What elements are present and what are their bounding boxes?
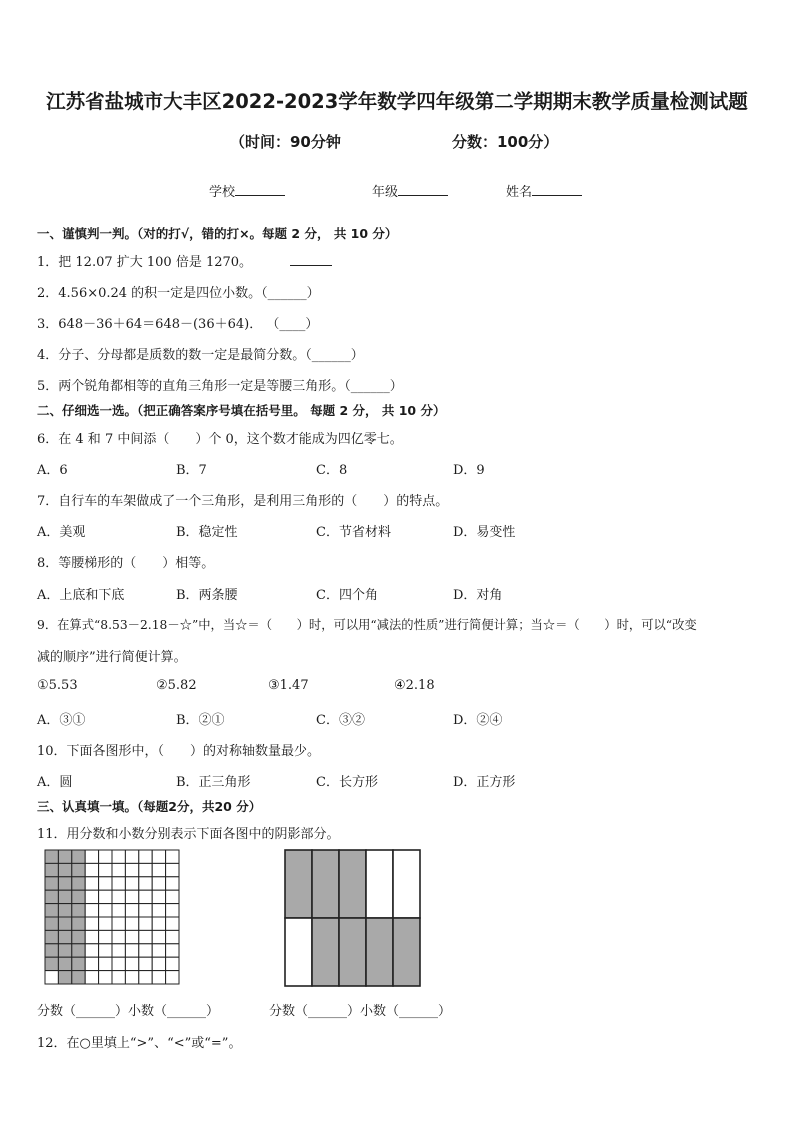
grid-cell: [125, 863, 138, 876]
name-field: [506, 181, 582, 200]
grid-cell: [166, 930, 179, 943]
grid-cell: [112, 957, 125, 970]
grid-cell: [112, 917, 125, 930]
school-label: 学校: [209, 185, 236, 200]
grid-cell-shaded: [45, 890, 58, 903]
grid-cell: [125, 957, 138, 970]
part-shaded: [339, 850, 366, 918]
question-7-option-b[interactable]: B．稳定性: [176, 525, 238, 540]
grid-cell-shaded: [58, 944, 71, 957]
question-6: 6．在 4 和 7 中间添（ ）个 0，这个数才能成为四亿零七。: [37, 432, 403, 447]
part-shaded: [312, 850, 339, 918]
question-9-line-2: 减的顺序”进行简便计算。: [37, 650, 187, 665]
grid-cell-shaded: [58, 930, 71, 943]
grid-cell: [99, 877, 112, 890]
grid-cell-shaded: [72, 863, 85, 876]
grid-cell: [85, 850, 98, 863]
grid-cell: [166, 877, 179, 890]
grid-cell: [112, 904, 125, 917]
question-10-option-a[interactable]: A．圆: [37, 775, 73, 790]
grid-cell: [139, 904, 152, 917]
grid-cell-shaded: [72, 930, 85, 943]
question-10-option-d[interactable]: D．正方形: [453, 775, 516, 790]
grid-cell-shaded: [72, 904, 85, 917]
question-7-option-c[interactable]: C．节省材料: [316, 525, 391, 540]
grid-cell-shaded: [72, 971, 85, 984]
part-shaded: [366, 918, 393, 986]
grid-cell: [152, 863, 165, 876]
grid-cell: [85, 877, 98, 890]
grade-label: 年级: [372, 185, 399, 200]
grid-cell: [99, 890, 112, 903]
grid-cell: [85, 904, 98, 917]
question-9-choice-3: ③1.47: [268, 678, 309, 693]
grid-cell-shaded: [58, 877, 71, 890]
grid-cell: [139, 971, 152, 984]
grid-cell: [166, 863, 179, 876]
grid-cell-shaded: [72, 957, 85, 970]
grid-cell: [45, 971, 58, 984]
part-shaded: [312, 918, 339, 986]
question-10-option-b[interactable]: B．正三角形: [176, 775, 251, 790]
grid-cell: [85, 917, 98, 930]
grid-cell: [152, 957, 165, 970]
score-label: 分数：100分）: [452, 133, 559, 151]
grid-cell: [85, 863, 98, 876]
grid-cell: [166, 890, 179, 903]
grid-cell: [125, 917, 138, 930]
grid-cell: [152, 850, 165, 863]
grid-cell: [125, 930, 138, 943]
question-4: 4．分子、分母都是质数的数一定是最简分数。（______）: [37, 348, 364, 363]
grade-field: [372, 181, 448, 200]
question-9-option-b[interactable]: B．②①: [176, 713, 225, 728]
question-7: 7．自行车的车架做成了一个三角形，是利用三角形的（ ）的特点。: [37, 494, 449, 509]
grid-cell: [139, 863, 152, 876]
question-9-choice-2: ②5.82: [156, 678, 197, 693]
grid-cell-shaded: [72, 890, 85, 903]
grid-cell: [139, 890, 152, 903]
question-9-option-c[interactable]: C．③②: [316, 713, 365, 728]
grid-cell: [152, 890, 165, 903]
question-9-choice-1: ①5.53: [37, 678, 78, 693]
grid-cell-shaded: [72, 877, 85, 890]
grid-cell-shaded: [58, 890, 71, 903]
grid-cell: [139, 930, 152, 943]
question-11: 11．用分数和小数分别表示下面各图中的阴影部分。: [37, 827, 340, 842]
grid-cell: [166, 850, 179, 863]
school-field: [209, 181, 285, 200]
grid-cell: [139, 957, 152, 970]
grid-cell-shaded: [72, 850, 85, 863]
grid-cell-shaded: [58, 863, 71, 876]
grid-cell-shaded: [45, 944, 58, 957]
question-9-option-d[interactable]: D．②④: [453, 713, 503, 728]
part-shaded: [339, 918, 366, 986]
section-1-heading: 一、谨慎判一判。（对的打√，错的打×。每题 2 分， 共 10 分）: [37, 226, 398, 241]
question-9-option-a[interactable]: A．③①: [37, 713, 86, 728]
grid-cell: [166, 917, 179, 930]
grid-cell: [166, 971, 179, 984]
question-6-option-a[interactable]: A．6: [37, 463, 68, 478]
question-2: 2．4.56×0.24 的积一定是四位小数。（______）: [37, 286, 320, 301]
grid-cell: [166, 957, 179, 970]
question-1: 1．把 12.07 扩大 100 倍是 1270。: [37, 255, 253, 270]
grid-cell: [152, 917, 165, 930]
section-3-heading: 三、认真填一填。（每题2分，共20 分）: [37, 799, 262, 814]
grid-cell: [99, 863, 112, 876]
grid-cell: [112, 863, 125, 876]
school-blank[interactable]: [235, 182, 285, 196]
grid-cell: [139, 850, 152, 863]
grid-cell-shaded: [58, 971, 71, 984]
name-blank[interactable]: [532, 182, 582, 196]
grid-cell: [125, 877, 138, 890]
grid-cell: [125, 944, 138, 957]
grid-cell: [112, 877, 125, 890]
grid-cell: [125, 904, 138, 917]
grid-cell: [99, 944, 112, 957]
grid-cell: [152, 944, 165, 957]
grid-cell: [125, 890, 138, 903]
question-5: 5．两个锐角都相等的直角三角形一定是等腰三角形。（______）: [37, 379, 403, 394]
grid-cell: [112, 971, 125, 984]
grid-cell: [99, 850, 112, 863]
part: [285, 918, 312, 986]
grid-cell-shaded: [45, 863, 58, 876]
question-8-option-a[interactable]: A．上底和下底: [37, 588, 125, 603]
question-11-answer-right[interactable]: 分数（______）小数（______）: [269, 1004, 452, 1019]
grid-cell: [112, 890, 125, 903]
hundred-grid-figure: [44, 849, 180, 985]
question-9-line-1: 9．在算式“8.53－2.18－☆”中，当☆＝（ ）时，可以用“减法的性质”进行简便计算；当☆＝（ ）时，可以“改变: [37, 618, 697, 632]
question-10: 10．下面各图形中，（ ）的对称轴数量最少。: [37, 744, 321, 759]
grid-cell-shaded: [58, 957, 71, 970]
question-10-option-c[interactable]: C．长方形: [316, 775, 378, 790]
grid-cell: [139, 944, 152, 957]
question-6-option-b[interactable]: B．7: [176, 463, 207, 478]
question-8-option-c[interactable]: C．四个角: [316, 588, 378, 603]
grid-cell-shaded: [45, 917, 58, 930]
ten-part-rectangle-figure: [284, 849, 422, 987]
time-label: （时间：90分钟: [230, 133, 341, 151]
grid-cell: [85, 930, 98, 943]
grid-cell: [152, 877, 165, 890]
part: [393, 850, 420, 918]
grid-cell-shaded: [58, 917, 71, 930]
grid-cell-shaded: [72, 917, 85, 930]
grid-cell: [166, 904, 179, 917]
name-label: 姓名: [506, 185, 533, 200]
grid-cell-shaded: [45, 877, 58, 890]
grid-cell: [99, 930, 112, 943]
grid-cell: [99, 904, 112, 917]
grid-cell-shaded: [45, 930, 58, 943]
grid-cell-shaded: [45, 850, 58, 863]
part-shaded: [393, 918, 420, 986]
grid-cell: [152, 904, 165, 917]
grid-cell-shaded: [45, 957, 58, 970]
grid-cell: [152, 930, 165, 943]
grid-cell: [125, 971, 138, 984]
grid-cell-shaded: [72, 944, 85, 957]
question-6-option-d[interactable]: D．9: [453, 463, 485, 478]
grid-cell: [139, 877, 152, 890]
question-3: 3．648－36＋64＝648－(36＋64)． （____）: [37, 317, 319, 332]
grid-cell: [152, 971, 165, 984]
question-11-answer-left[interactable]: 分数（______）小数（______）: [37, 1004, 220, 1019]
grid-cell: [139, 917, 152, 930]
grid-cell: [99, 917, 112, 930]
part: [366, 850, 393, 918]
question-8-option-d[interactable]: D．对角: [453, 588, 503, 603]
grid-cell-shaded: [58, 904, 71, 917]
grid-cell: [99, 971, 112, 984]
grid-cell: [99, 957, 112, 970]
grade-blank[interactable]: [398, 182, 448, 196]
part-shaded: [285, 850, 312, 918]
grid-cell: [166, 944, 179, 957]
question-9-choice-4: ④2.18: [394, 678, 435, 693]
grid-cell: [85, 890, 98, 903]
grid-cell: [85, 957, 98, 970]
question-7-option-d[interactable]: D．易变性: [453, 525, 516, 540]
question-6-option-c[interactable]: C．8: [316, 463, 348, 478]
grid-cell: [112, 930, 125, 943]
question-12: 12．在○里填上“>”、“<”或“=”。: [37, 1036, 242, 1051]
grid-cell: [85, 971, 98, 984]
question-7-option-a[interactable]: A．美观: [37, 525, 86, 540]
grid-cell: [112, 850, 125, 863]
section-2-heading: 二、仔细选一选。（把正确答案序号填在括号里。 每题 2 分， 共 10 分）: [37, 403, 446, 418]
question-8: 8．等腰梯形的（ ）相等。: [37, 556, 215, 571]
grid-cell: [85, 944, 98, 957]
question-8-option-b[interactable]: B．两条腰: [176, 588, 238, 603]
grid-cell-shaded: [58, 850, 71, 863]
page-title: 江苏省盐城市大丰区2022-2023学年数学四年级第二学期期末教学质量检测试题: [46, 90, 748, 113]
question-1-answer-blank[interactable]: [290, 252, 332, 266]
grid-cell: [112, 944, 125, 957]
grid-cell-shaded: [45, 904, 58, 917]
grid-cell: [125, 850, 138, 863]
